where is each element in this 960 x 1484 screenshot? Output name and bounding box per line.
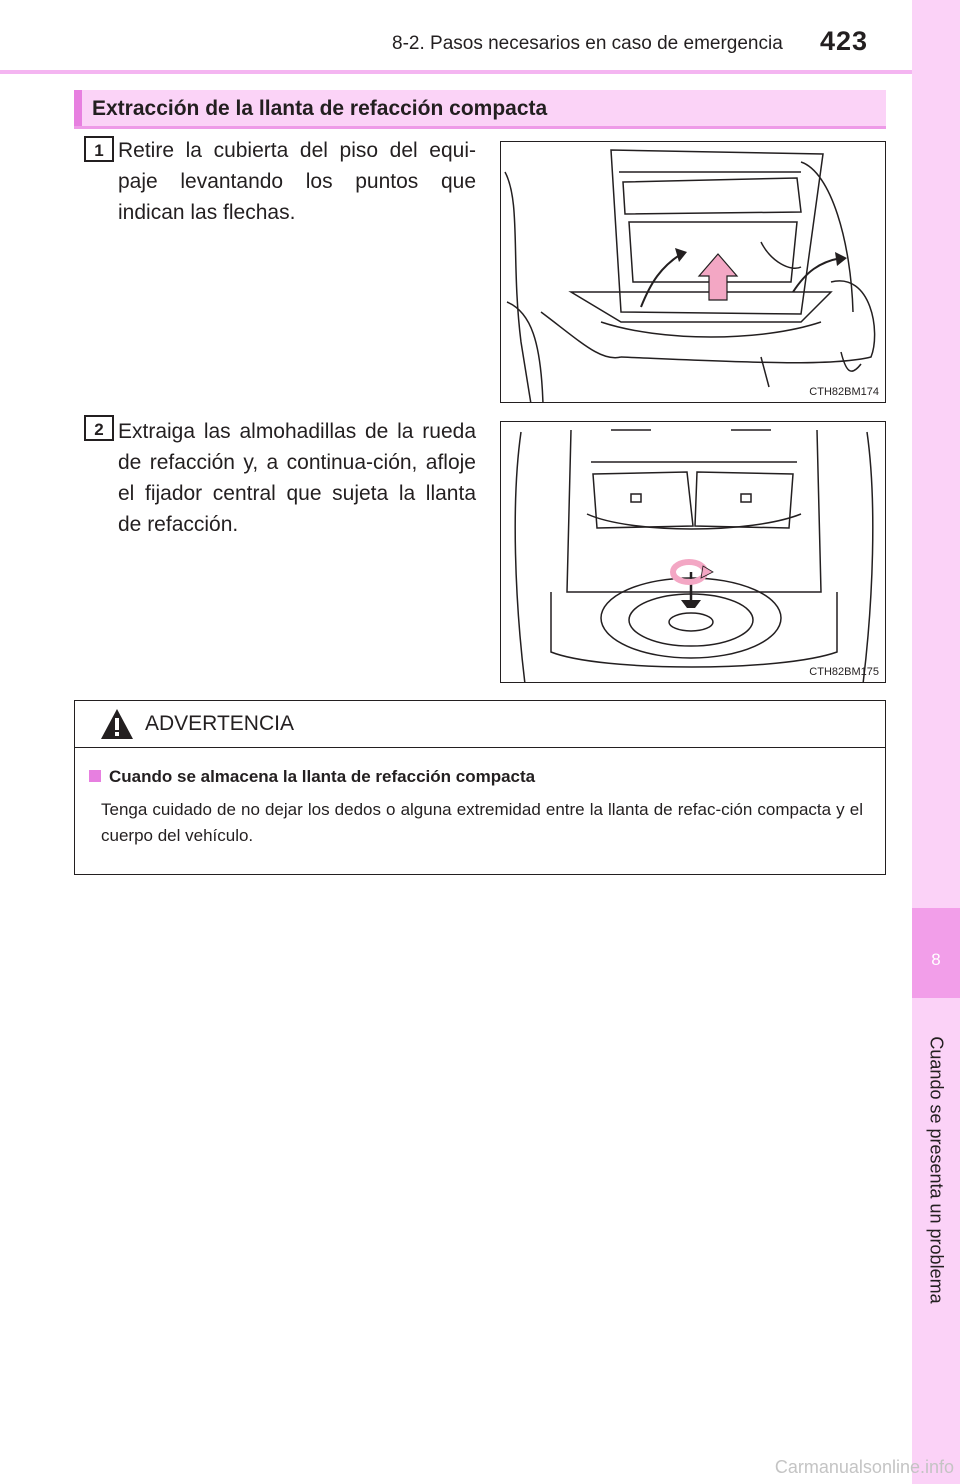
bullet-square-icon <box>89 770 101 782</box>
step-1-figure-code: CTH82BM174 <box>809 386 879 398</box>
spare-tire-illustration <box>501 422 886 683</box>
chapter-number: 8 <box>931 950 941 969</box>
chapter-title: Cuando se presenta un problema <box>926 1036 947 1304</box>
warning-header <box>75 701 885 748</box>
section-title: Extracción de la llanta de refacción compacta <box>92 97 548 120</box>
step-2-figure-code: CTH82BM175 <box>809 666 879 678</box>
header-divider <box>0 70 912 74</box>
step-2-figure <box>500 421 886 683</box>
warning-title: ADVERTENCIA <box>145 712 294 735</box>
warning-subtitle <box>89 767 535 787</box>
warning-body: Tenga cuidado de no dejar los dedos o alguna extremidad entre la llanta de refac-ción compacta y el cuerpo del vehículo. <box>101 800 863 845</box>
watermark: Carmanualsonline.info <box>774 1457 954 1477</box>
section-reference: 8-2. Pasos necesarios en caso de emergencia <box>392 33 783 54</box>
warning-triangle-icon <box>99 707 135 741</box>
step-1-figure <box>500 141 886 403</box>
warning-box <box>74 700 886 875</box>
step-1-text: Retire la cubierta del piso del equi-paje levantando los puntos que indican las flechas. <box>118 139 476 224</box>
trunk-open-illustration <box>501 142 886 403</box>
step-2-number: 2 <box>84 415 114 441</box>
section-title-accent <box>74 90 82 128</box>
step-1-number: 1 <box>84 136 114 162</box>
section-title-underline <box>74 126 886 129</box>
page-number: 423 <box>820 26 869 56</box>
step-2-text: Extraiga las almohadillas de la rueda de refacción y, a continua-ción, afloje el fijador central que sujeta la llanta de refacción. <box>118 420 476 536</box>
warning-subtitle-text: Cuando se almacena la llanta de refacción compacta <box>109 767 536 786</box>
